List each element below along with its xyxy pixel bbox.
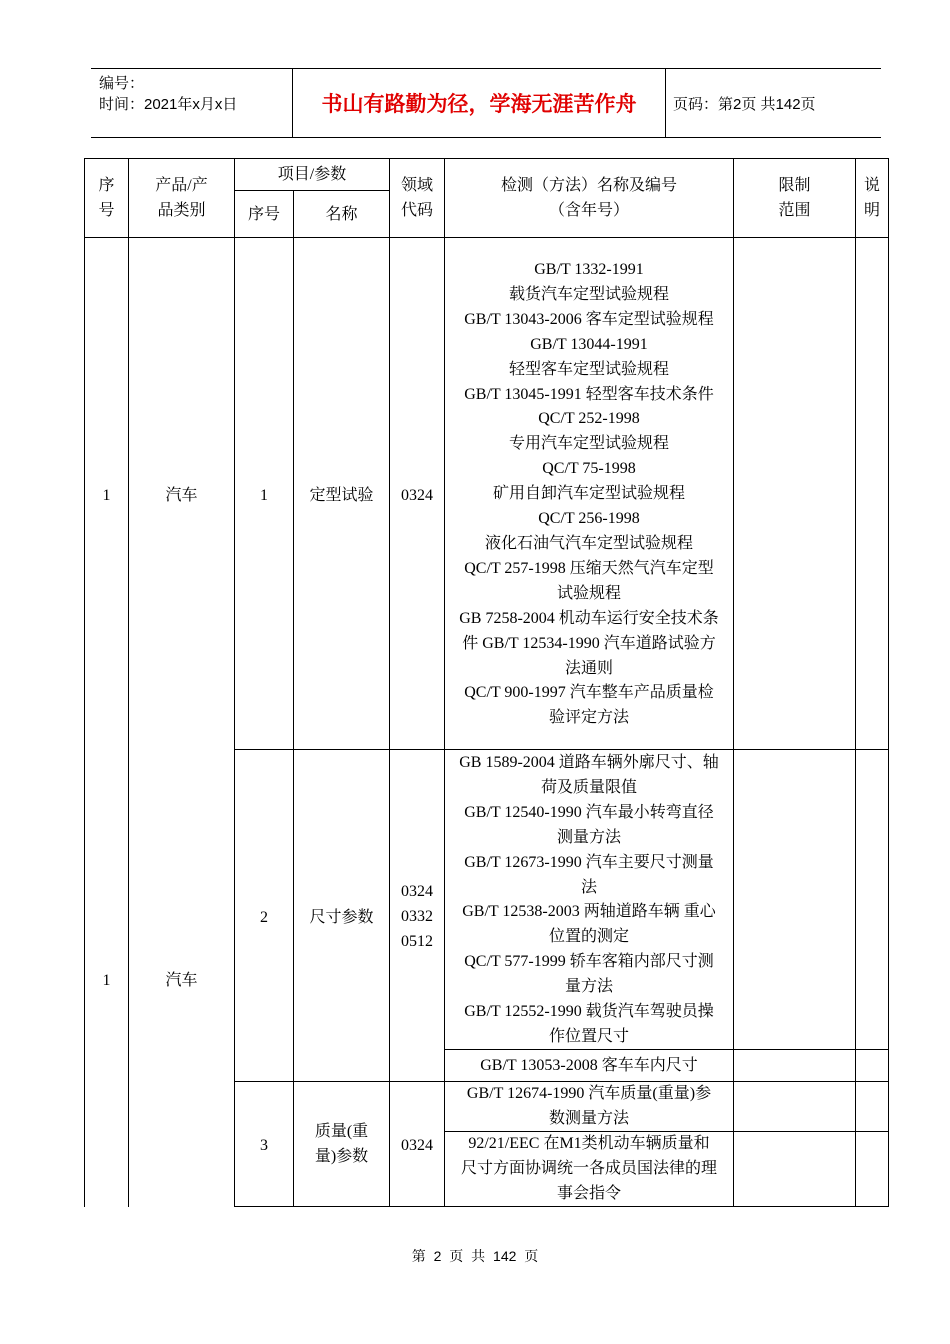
row3-item-seq: 3 (260, 1136, 268, 1154)
row1-product: 汽车 (165, 486, 198, 504)
row2-extra-method: GB/T 13053-2008 客车车内尺寸 (480, 1057, 698, 1074)
header-method: 检测（方法）名称及编号（含年号） (500, 177, 677, 219)
header-item-param: 项目/参数 (277, 166, 347, 183)
header-item-name: 名称 (325, 205, 358, 223)
row1-seq: 1 (102, 486, 111, 504)
row3-methods-a: GB/T 12674-1990 汽车质量(重量)参 数测量方法 (466, 1085, 712, 1127)
row3-code: 0324 (401, 1136, 433, 1154)
row2-item-name: 尺寸参数 (309, 908, 374, 926)
header-note: 说明 (863, 177, 880, 219)
page-header (91, 68, 881, 138)
header-domain-code: 领域代码 (400, 177, 433, 219)
header-page-info: 页码：第2页 共142页 (673, 95, 816, 113)
row3-methods-b: 92/21/EEC 在M1类机动车辆质量和 尺寸方面协调统一各成员国法律的理 事会指令 (460, 1135, 717, 1202)
row2-methods: GB 1589-2004 道路车辆外廓尺寸、轴 荷及质量限值 GB/T 12540-1990 汽车最小转弯直径 测量方法 GB/T 12673-1990 汽车主要尺寸测量 法 GB/T 12538-2003 两轴道路车辆 重心 位置的测定 QC/T 577-1999 轿车客箱内部尺寸测 量方法 GB/T 12552-1990 载货汽车驾驶员操 作位置尺寸 (459, 754, 719, 1045)
row2-product: 汽车 (165, 971, 198, 989)
row2-codes: 0324 0332 0512 (401, 882, 433, 950)
row3-item-name: 质量(重量)参数 (314, 1123, 369, 1165)
page-footer: 第 2 页 共 142 页 (411, 1248, 539, 1264)
row1-item-seq: 1 (260, 486, 268, 504)
time-label: 时间：2021年x月x日 (99, 96, 238, 113)
row2-item-seq: 2 (260, 908, 268, 926)
row1-code: 0324 (401, 486, 433, 504)
header-product: 产品/产品类别 (155, 177, 208, 219)
row1-item-name: 定型试验 (309, 486, 374, 504)
row2-seq: 1 (102, 971, 111, 989)
header-divider (665, 69, 666, 137)
number-label: 编号： (99, 75, 145, 92)
row1-methods: GB/T 1332-1991 载货汽车定型试验规程 GB/T 13043-2006 客车定型试验规程 GB/T 13044-1991 轻型客车定型试验规程 GB/T 13045-1991 轻型客车技术条件 QC/T 252-1998 专用汽车定型试验规程 QC/T 75-1998 矿用自卸汽车定型试验规程 QC/T 256-1998 液化石油气汽车定型试验规程 QC/T 257-1998 压缩天然气汽车定型 试验规程 GB 7258-2004 机动车运行安全技术条 件 GB/T 12534-1990 汽车道路试验方 法通则 QC/T 900-1997 汽车整车产品质量检 验评定方法 (459, 261, 719, 727)
header-motto: 书山有路勤为径，学海无涯苦作舟 (321, 92, 637, 116)
header-item-seq: 序号 (247, 205, 280, 223)
header-limit: 限制范围 (778, 177, 811, 219)
header-meta (99, 73, 237, 115)
header-seq: 序号 (98, 177, 115, 219)
